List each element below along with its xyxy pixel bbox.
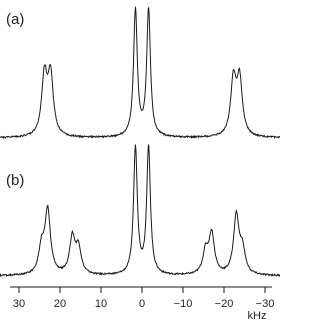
panel-b xyxy=(0,145,280,277)
x-axis xyxy=(10,287,274,322)
x-tick-label: −30 xyxy=(255,298,275,310)
x-tick-label: −20 xyxy=(214,298,234,310)
x-tick-label: 20 xyxy=(53,298,67,310)
x-axis-unit-label: kHz xyxy=(247,310,267,322)
panel-b-label: (b) xyxy=(6,172,25,189)
panel-a xyxy=(0,7,280,139)
panel-a-label: (a) xyxy=(6,11,25,28)
x-tick-label: 30 xyxy=(12,298,26,310)
spectrum-trace-a xyxy=(0,7,280,139)
x-tick-label: 0 xyxy=(138,298,146,310)
x-tick-label: −10 xyxy=(173,298,193,310)
spectrum-trace-b xyxy=(0,145,280,277)
x-tick-label: 10 xyxy=(94,298,108,310)
